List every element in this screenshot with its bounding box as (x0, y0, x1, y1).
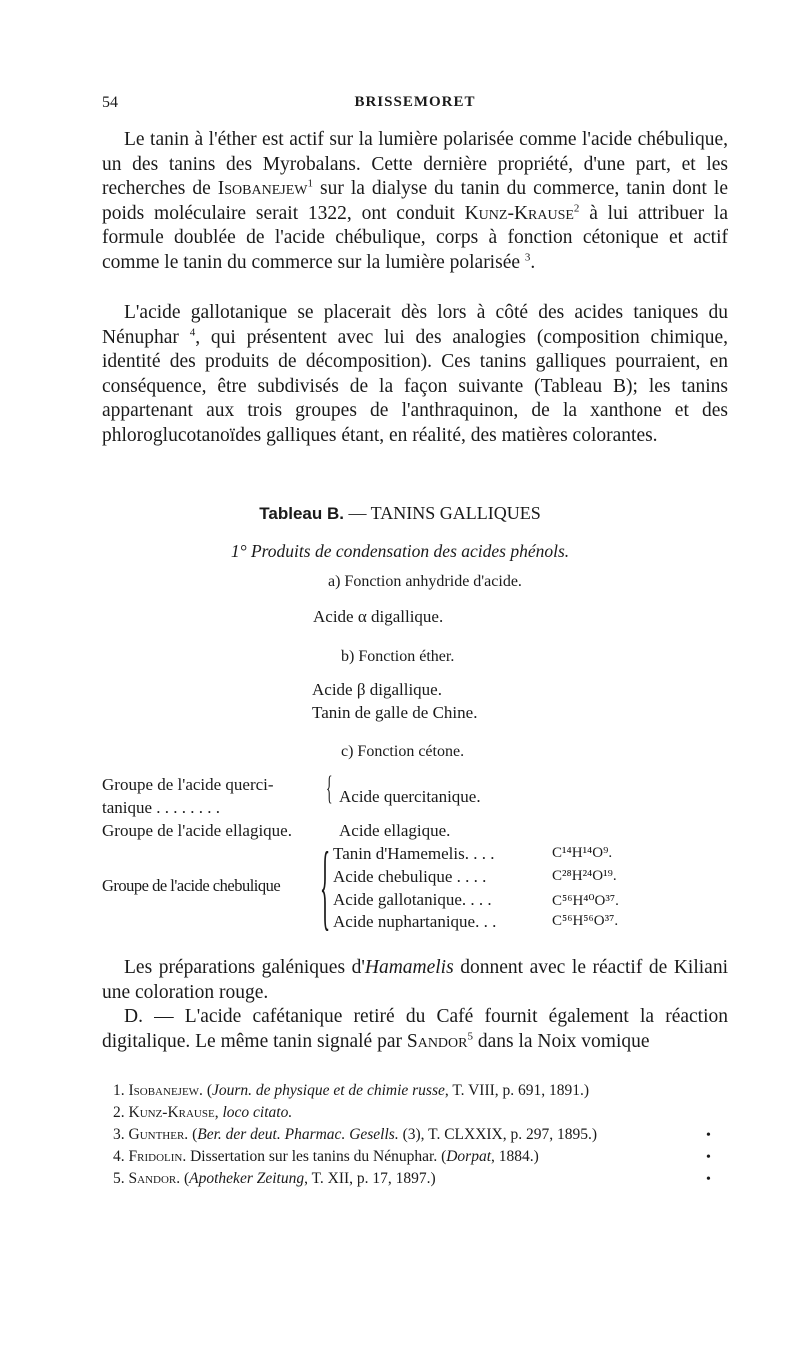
class-b-label: b) Fonction éther. (341, 648, 455, 665)
chebulique-item-name: Acide nuphartanique. . . (333, 912, 497, 931)
para1-text-3: à lui attribuer la formule doublée de l'acide chébulique, corps à fonction cétonique et actif comme le tanin du commerce sur la lumière polarisée (102, 202, 728, 273)
footnote-2 (113, 1104, 292, 1122)
footnote-ref-4: 4 (189, 326, 196, 339)
footnote-pre: ( (180, 1170, 190, 1187)
footnote-author: Isobanejew. (128, 1082, 203, 1099)
chebulique-item-formula: C¹⁴H¹⁴O⁹. (552, 845, 613, 861)
class-b-item-2: Tanin de galle de Chine. (312, 703, 478, 722)
brace-quercitanique: { (326, 770, 333, 807)
footnote-ref-5: 5 (467, 1030, 473, 1043)
footnote-author: Kunz-Krause, (128, 1104, 219, 1121)
paragraph-2 (102, 301, 728, 449)
running-head: BRISSEMORET (354, 94, 476, 110)
group-chebulique-label: Groupe de l'acide chebulique (102, 876, 281, 895)
group-quercitanique-line1: Groupe de l'acide querci- (102, 775, 274, 794)
footnote-number: 4. (113, 1148, 125, 1165)
footnote-source: Journ. de physique et de chimie russe (211, 1082, 445, 1099)
footnote-ref-1: 1 (307, 177, 313, 190)
chebulique-item-name: Acide chebulique . . . . (333, 867, 487, 886)
footnote-number: 2. (113, 1104, 125, 1121)
margin-dot: • (706, 1150, 711, 1165)
footnote-author: Sandor. (128, 1170, 181, 1187)
para3-text-2: donnent avec le réactif de Kiliani une coloration rouge. (102, 957, 728, 1003)
class-a-label: a) Fonction anhydride d'acide. (328, 573, 522, 590)
para1-text-1: Le tanin à l'éther est actif sur la lumière polarisée comme l'acide chébulique, un des tanins des Myrobalans. Cette dernière propriété, d'une part, et les recherches de (102, 129, 728, 200)
table-heading: — TANINS GALLIQUES (343, 503, 541, 523)
paragraph-1 (102, 128, 728, 276)
chebulique-item-name: Tanin d'Hamemelis. . . . (333, 844, 495, 863)
chebulique-item-name: Acide gallotanique. . . . (333, 890, 492, 909)
class-c-label: c) Fonction cétone. (341, 743, 465, 760)
group-quercitanique-line2: tanique . . . . . . . . (102, 798, 221, 817)
para1-text-4: . (530, 251, 536, 273)
paragraph-4 (102, 1005, 728, 1054)
page-number: 54 (102, 94, 118, 111)
footnote-ref-3: 3 (524, 251, 531, 264)
para4-text-2: dans la Noix vomique (472, 1030, 650, 1052)
footnote-number: 1. (113, 1082, 125, 1099)
footnote-source: Dorpat (446, 1148, 492, 1165)
para1-text-2: sur la dialyse du tanin du commerce, tanin dont le poids moléculaire serait 1322, ont conduit (102, 178, 728, 224)
para2-text-2: , qui présentent avec lui des analogies (composition chimique, identité des produits de décomposition). Ces tanins galliques pourraient, en conséquence, être subdivisés de la façon suivante (Tableau B); les tanins appartenant aux trois groupes de l'anthraquinon, de la xanthone et des phloroglucotanoïdes galliques étant, en réalité, des matières colorantes. (102, 326, 728, 446)
footnote-author: Gunther. (128, 1126, 189, 1143)
author-sandor: Sandor (406, 1030, 468, 1052)
table-label: Tableau B. (259, 504, 344, 523)
class-b-item-1: Acide β digallique. (312, 680, 442, 699)
group-ellagique-item: Acide ellagique. (339, 821, 451, 840)
chebulique-item-formula: C⁵⁶H⁵⁶O³⁷. (552, 913, 619, 929)
footnote-number: 5. (113, 1170, 125, 1187)
footnote-rest: (3), T. CLXXIX, p. 297, 1895.) (398, 1126, 598, 1143)
author-kunz-krause: Kunz-Krause (464, 202, 574, 224)
para4-text-1: D. — L'acide cafétanique retiré du Café fournit également la réaction digitalique. Le même tanin signalé par (102, 1006, 728, 1052)
paragraph-3 (102, 956, 728, 1005)
footnote-author: Fridolin. (128, 1148, 187, 1165)
footnote-4 (113, 1148, 539, 1166)
footnote-pre: Dissertation sur les tanins du Nénuphar. ( (186, 1148, 447, 1165)
footnote-rest: , T. VIII, p. 691, 1891.) (444, 1082, 590, 1099)
margin-dot: • (706, 1128, 711, 1143)
brace-chebulique: { (320, 832, 331, 939)
table-subtitle: 1° Produits de condensation des acides phénols. (230, 541, 570, 561)
footnote-rest: , 1884.) (491, 1148, 539, 1165)
footnote-source: Apotheker Zeitung (189, 1170, 305, 1187)
chebulique-item-formula: C²⁸H²⁴O¹⁹. (552, 868, 617, 884)
hamamelis-italic: Hamamelis (364, 957, 454, 978)
group-ellagique-label: Groupe de l'acide ellagique. (102, 821, 292, 840)
footnote-source: loco citato. (222, 1104, 293, 1121)
para2-text-1: L'acide gallotanique se placerait dès lors à côté des acides taniques du Nénuphar (102, 302, 728, 348)
footnote-5 (113, 1170, 436, 1188)
footnote-number: 3. (113, 1126, 125, 1143)
footnote-ref-2: 2 (573, 202, 580, 215)
footnote-pre: ( (202, 1082, 212, 1099)
page-header (102, 94, 728, 116)
footnote-1 (113, 1082, 589, 1100)
class-a-item: Acide α digallique. (313, 607, 444, 626)
chebulique-item-formula: C⁵⁶H⁴⁰O³⁷. (552, 893, 619, 909)
footnote-rest: , T. XII, p. 17, 1897.) (304, 1170, 436, 1187)
author-isobanejew: Isobanejew (217, 178, 308, 200)
group-quercitanique-item: Acide quercitanique. (339, 787, 481, 806)
table-title (0, 503, 800, 524)
margin-dot: • (706, 1172, 711, 1187)
footnote-source: Ber. der deut. Pharmac. Gesells. (197, 1126, 399, 1143)
footnote-3 (113, 1126, 597, 1144)
para3-text-1: Les préparations galéniques d' (124, 957, 365, 978)
footnote-pre: ( (188, 1126, 198, 1143)
